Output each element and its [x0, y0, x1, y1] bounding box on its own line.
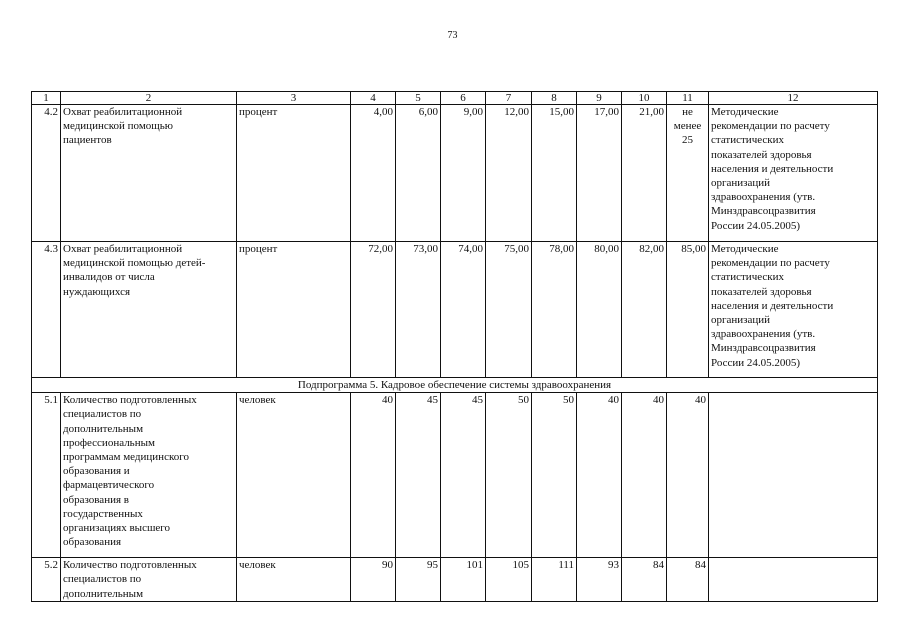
- indicator-line: медицинской помощью детей-: [63, 257, 206, 270]
- table-row: [32, 393, 878, 558]
- indicator-line: Охват реабилитационной: [63, 106, 183, 118]
- indicator-line: дополнительным: [63, 587, 144, 600]
- indicator-cell: [61, 393, 237, 558]
- value-cell: 90: [351, 558, 396, 602]
- indicator-line: нуждающихся: [63, 285, 131, 298]
- row-number: 5.1: [32, 393, 61, 558]
- value-cell: 101: [441, 558, 486, 602]
- indicator-line: инвалидов от числа: [63, 271, 155, 284]
- value-cell: 21,00: [622, 105, 667, 242]
- value-cell: 75,00: [486, 242, 532, 378]
- value-cell: 111: [532, 558, 577, 602]
- source-cell: [709, 393, 878, 558]
- target-cell: [667, 393, 709, 558]
- indicator-line: организациях высшего: [63, 522, 171, 535]
- value-cell: 93: [577, 558, 622, 602]
- target-cell: [667, 105, 709, 242]
- value-cell: 40: [351, 393, 396, 558]
- table-row: [32, 105, 878, 242]
- value-cell: 95: [396, 558, 441, 602]
- source-line: Методические: [711, 243, 779, 255]
- value-cell: 84: [622, 558, 667, 602]
- target-cell: [667, 242, 709, 378]
- source-cell: [709, 105, 878, 242]
- indicator-line: образования: [63, 536, 122, 549]
- indicator-cell: [61, 105, 237, 242]
- value-cell: 50: [486, 393, 532, 558]
- source-line: России 24.05.2005): [711, 356, 801, 369]
- indicator-line: программам медицинского: [63, 451, 189, 464]
- value-cell: 17,00: [577, 105, 622, 242]
- indicator-line: Количество подготовленных: [63, 559, 197, 572]
- source-line: рекомендации по расчету: [711, 257, 830, 270]
- column-header: 6: [441, 92, 486, 105]
- target-cell: [667, 558, 709, 602]
- unit-cell: человек: [237, 393, 351, 558]
- column-header: 4: [351, 92, 396, 105]
- column-header-row: [32, 92, 878, 105]
- source-cell: [709, 242, 878, 378]
- value-cell: 78,00: [532, 242, 577, 378]
- table-row: [32, 242, 878, 378]
- source-line: Методические: [711, 106, 779, 118]
- source-line: населения и деятельности: [711, 162, 834, 175]
- source-line: здравоохранения (утв.: [711, 191, 816, 204]
- value-cell: 4,00: [351, 105, 396, 242]
- target-line: менее: [673, 120, 702, 133]
- target-line: 25: [682, 134, 693, 147]
- column-header: 3: [237, 92, 351, 105]
- unit-cell: процент: [237, 105, 351, 242]
- value-cell: 6,00: [396, 105, 441, 242]
- target-line: 40: [695, 394, 706, 407]
- column-header: 9: [577, 92, 622, 105]
- source-cell: [709, 558, 878, 602]
- value-cell: 9,00: [441, 105, 486, 242]
- indicators-table: [31, 91, 878, 602]
- value-cell: 73,00: [396, 242, 441, 378]
- value-cell: 105: [486, 558, 532, 602]
- indicator-line: пациентов: [63, 134, 112, 147]
- value-cell: 12,00: [486, 105, 532, 242]
- indicator-cell: [61, 558, 237, 602]
- value-cell: 80,00: [577, 242, 622, 378]
- value-cell: 45: [441, 393, 486, 558]
- indicator-line: специалистов по: [63, 573, 142, 586]
- unit-cell: человек: [237, 558, 351, 602]
- source-line: России 24.05.2005): [711, 219, 801, 232]
- page-number: 73: [447, 30, 458, 41]
- source-line: статистических: [711, 134, 784, 147]
- indicator-line: Количество подготовленных: [63, 394, 197, 407]
- row-number: 4.3: [32, 242, 61, 378]
- value-cell: 50: [532, 393, 577, 558]
- indicator-cell: [61, 242, 237, 378]
- indicator-line: медицинской помощью: [63, 120, 173, 133]
- value-cell: 40: [577, 393, 622, 558]
- source-line: показателей здоровья: [711, 148, 812, 161]
- table-row: [32, 558, 878, 602]
- row-number: 5.2: [32, 558, 61, 602]
- column-header: 12: [709, 92, 878, 105]
- value-cell: 74,00: [441, 242, 486, 378]
- source-line: Минздравсоцразвития: [711, 342, 816, 355]
- column-header: 2: [61, 92, 237, 105]
- column-header: 11: [667, 92, 709, 105]
- source-line: организаций: [711, 314, 771, 327]
- value-cell: 40: [622, 393, 667, 558]
- value-cell: 72,00: [351, 242, 396, 378]
- target-line: не: [682, 106, 693, 118]
- column-header: 10: [622, 92, 667, 105]
- indicator-line: профессиональным: [63, 436, 155, 449]
- column-header: 8: [532, 92, 577, 105]
- value-cell: 82,00: [622, 242, 667, 378]
- column-header: 1: [32, 92, 61, 105]
- source-line: показателей здоровья: [711, 285, 812, 298]
- section-title: Подпрограмма 5. Кадровое обеспечение системы здравоохранения: [32, 378, 878, 393]
- indicator-line: Охват реабилитационной: [63, 243, 183, 255]
- column-header: 7: [486, 92, 532, 105]
- indicator-line: фармацевтического: [63, 479, 155, 492]
- target-line: 84: [695, 559, 706, 572]
- section-row: [32, 378, 878, 393]
- column-header: 5: [396, 92, 441, 105]
- value-cell: 45: [396, 393, 441, 558]
- indicator-line: дополнительным: [63, 422, 144, 435]
- source-line: организаций: [711, 177, 771, 190]
- value-cell: 15,00: [532, 105, 577, 242]
- indicator-line: образования и: [63, 465, 130, 478]
- unit-cell: процент: [237, 242, 351, 378]
- source-line: статистических: [711, 271, 784, 284]
- source-line: здравоохранения (утв.: [711, 328, 816, 341]
- source-line: Минздравсоцразвития: [711, 205, 816, 218]
- target-line: 85,00: [681, 243, 706, 255]
- row-number: 4.2: [32, 105, 61, 242]
- indicator-line: специалистов по: [63, 408, 142, 421]
- source-line: рекомендации по расчету: [711, 120, 830, 133]
- indicator-line: образования в: [63, 493, 129, 506]
- source-line: населения и деятельности: [711, 299, 834, 312]
- indicator-line: государственных: [63, 507, 143, 520]
